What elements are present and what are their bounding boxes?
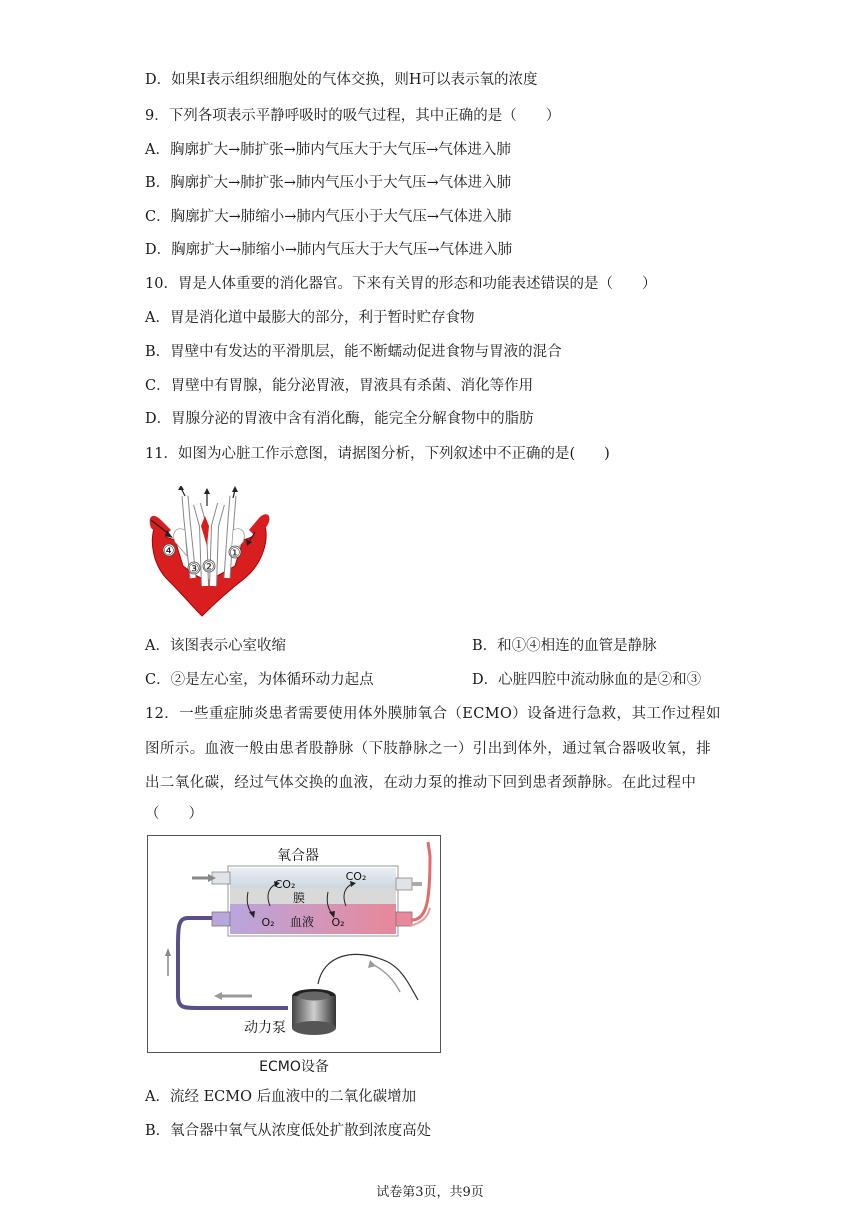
- heart-label-3: ③: [188, 562, 200, 577]
- q12-stem-line-2: 图所示。血液一般由患者股静脉（下肢静脉之一）引出到体外，通过氧合器吸收氧，排: [145, 741, 712, 757]
- co2-label-1: CO₂: [274, 878, 296, 891]
- q10-option-a: A．胃是消化道中最膨大的部分，利于暂时贮存食物: [145, 310, 475, 326]
- q9-stem: 9．下列各项表示平静呼吸时的吸气过程，其中正确的是（ ）: [145, 108, 561, 124]
- q10-option-b: B．胃壁中有发达的平滑肌层，能不断蠕动促进食物与胃液的混合: [145, 344, 562, 360]
- q11-stem: 11．如图为心脏工作示意图，请据图分析，下列叙述中不正确的是( ): [145, 446, 610, 462]
- q9-option-a: A．胸廓扩大→肺扩张→肺内气压大于大气压→气体进入肺: [145, 142, 511, 158]
- q12-stem-line-3: 出二氧化碳，经过气体交换的血液，在动力泵的推动下回到患者颈静脉。在此过程中: [145, 775, 697, 791]
- o2-label-1: O₂: [261, 916, 275, 929]
- q12-option-b: B．氧合器中氧气从浓度低处扩散到浓度高处: [145, 1123, 432, 1139]
- page-footer: 试卷第3页，共9页: [376, 1185, 484, 1200]
- q12-stem-line-4: （ ）: [145, 806, 203, 822]
- heart-label-4: ④: [163, 544, 175, 559]
- ecmo-caption: ECMO设备: [259, 1059, 329, 1075]
- heart-label-1: ①: [229, 546, 241, 561]
- heart-label-2: ②: [203, 560, 215, 575]
- blood-label: 血液: [289, 915, 315, 929]
- q11-option-b: B．和①④相连的血管是静脉: [472, 638, 657, 654]
- o2-label-2: O₂: [331, 916, 345, 929]
- membrane-label: 膜: [292, 891, 306, 905]
- q10-option-c: C．胃壁中有胃腺，能分泌胃液，胃液具有杀菌、消化等作用: [145, 378, 534, 394]
- heart-diagram: [147, 486, 277, 618]
- q10-option-d: D．胃腺分泌的胃液中含有消化酶，能完全分解食物中的脂肪: [145, 411, 534, 427]
- q11-option-c: C．②是左心室，为体循环动力起点: [145, 672, 374, 688]
- ecmo-diagram: [147, 835, 441, 1053]
- q8-option-d: D．如果I表示组织细胞处的气体交换，则H可以表示氧的浓度: [145, 72, 538, 88]
- q10-stem: 10．胃是人体重要的消化器官。下来有关胃的形态和功能表述错误的是（ ）: [145, 276, 657, 292]
- co2-label-2: CO₂: [345, 870, 367, 883]
- q9-option-d: D．胸廓扩大→肺缩小→肺内气压大于大气压→气体进入肺: [145, 242, 513, 258]
- q12-stem-line-1: 12．一些重症肺炎患者需要使用体外膜肺氧合（ECMO）设备进行急救，其工作过程如: [145, 706, 721, 722]
- q11-option-d: D．心脏四腔中流动脉血的是②和③: [472, 672, 702, 688]
- pump-label: 动力泵: [244, 1020, 286, 1036]
- q12-option-a: A．流经 ECMO 后血液中的二氧化碳增加: [145, 1089, 417, 1105]
- q9-option-b: B．胸廓扩大→肺扩张→肺内气压小于大气压→气体进入肺: [145, 175, 512, 191]
- q9-option-c: C．胸廓扩大→肺缩小→肺内气压小于大气压→气体进入肺: [145, 209, 512, 225]
- q11-option-a: A．该图表示心室收缩: [145, 638, 286, 654]
- oxygenator-label: 氧合器: [277, 848, 319, 864]
